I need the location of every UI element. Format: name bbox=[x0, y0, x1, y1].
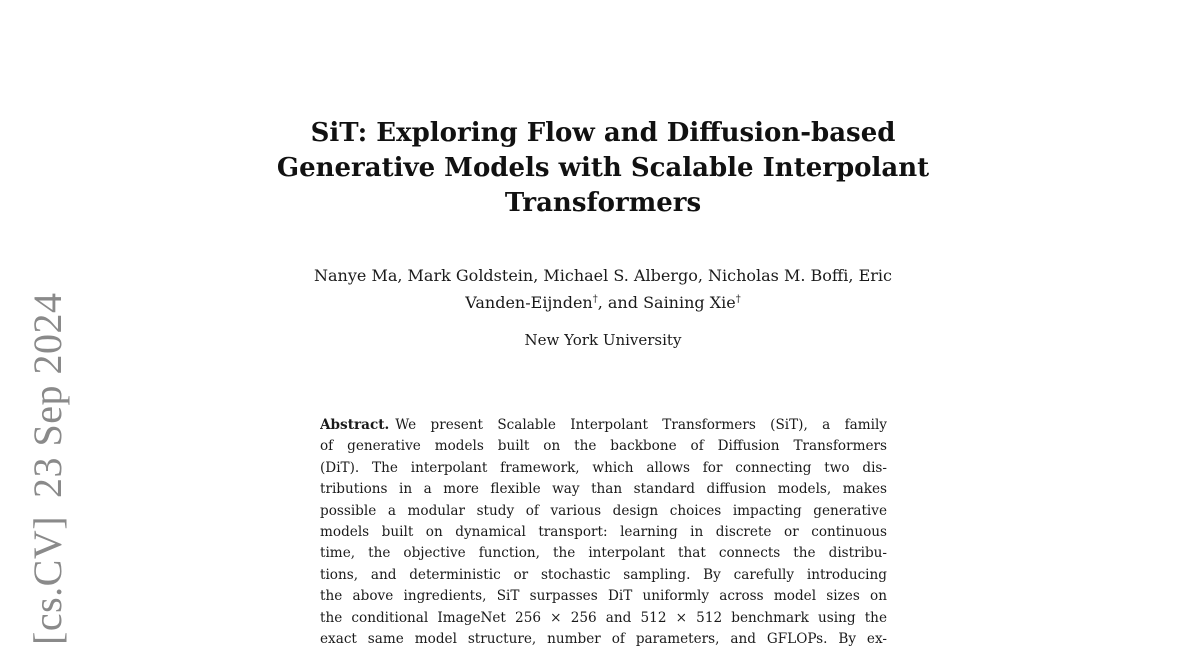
title-line: Generative Models with Scalable Interpolant bbox=[276, 153, 930, 183]
arxiv-date: 23 Sep 2024 bbox=[25, 292, 70, 498]
abstract-line: possible a modular study of various design choices impacting generative bbox=[320, 502, 887, 519]
title-line: SiT: Exploring Flow and Diffusion-based bbox=[310, 118, 896, 148]
abstract-line: of generative models built on the backbone of Diffusion Transformers bbox=[320, 438, 887, 455]
arxiv-category: [cs.CV] bbox=[25, 515, 70, 645]
abstract-line: the conditional ImageNet 256 × 256 and 512 × 512 benchmark using the bbox=[320, 609, 887, 626]
author-name: Vanden-Eijnden bbox=[465, 293, 593, 312]
arxiv-stamp bbox=[25, 292, 76, 645]
abstract-line: (DiT). The interpolant framework, which allows for connecting two dis- bbox=[320, 459, 887, 476]
author-name: , and Saining Xie bbox=[597, 293, 736, 312]
abstract-line: the above ingredients, SiT surpasses DiT uniformly across model sizes on bbox=[320, 588, 887, 605]
abstract-line: exact same model structure, number of parameters, and GFLOPs. By ex- bbox=[320, 631, 887, 648]
abstract bbox=[320, 415, 887, 650]
author-line: Nanye Ma, Mark Goldstein, Michael S. Albergo, Nicholas M. Boffi, Eric bbox=[314, 266, 892, 285]
affiliation: New York University bbox=[524, 331, 682, 349]
author-line bbox=[250, 288, 956, 315]
abstract-line: Abstract. We present Scalable Interpolant Transformers (SiT), a family bbox=[320, 417, 887, 433]
abstract-label: Abstract. bbox=[320, 417, 390, 433]
dagger-mark: † bbox=[592, 294, 598, 305]
dagger-mark: † bbox=[735, 294, 741, 305]
paper-title bbox=[250, 116, 956, 221]
abstract-line: tions, and deterministic or stochastic sampling. By carefully introducing bbox=[320, 566, 887, 583]
abstract-line: models built on dynamical transport: learning in discrete or continuous bbox=[320, 524, 887, 541]
title-line: Transformers bbox=[504, 188, 702, 218]
abstract-line: tributions in a more flexible way than standard diffusion models, makes bbox=[320, 481, 887, 498]
abstract-line: time, the objective function, the interpolant that connects the distribu- bbox=[320, 545, 887, 562]
author-list bbox=[250, 264, 956, 315]
